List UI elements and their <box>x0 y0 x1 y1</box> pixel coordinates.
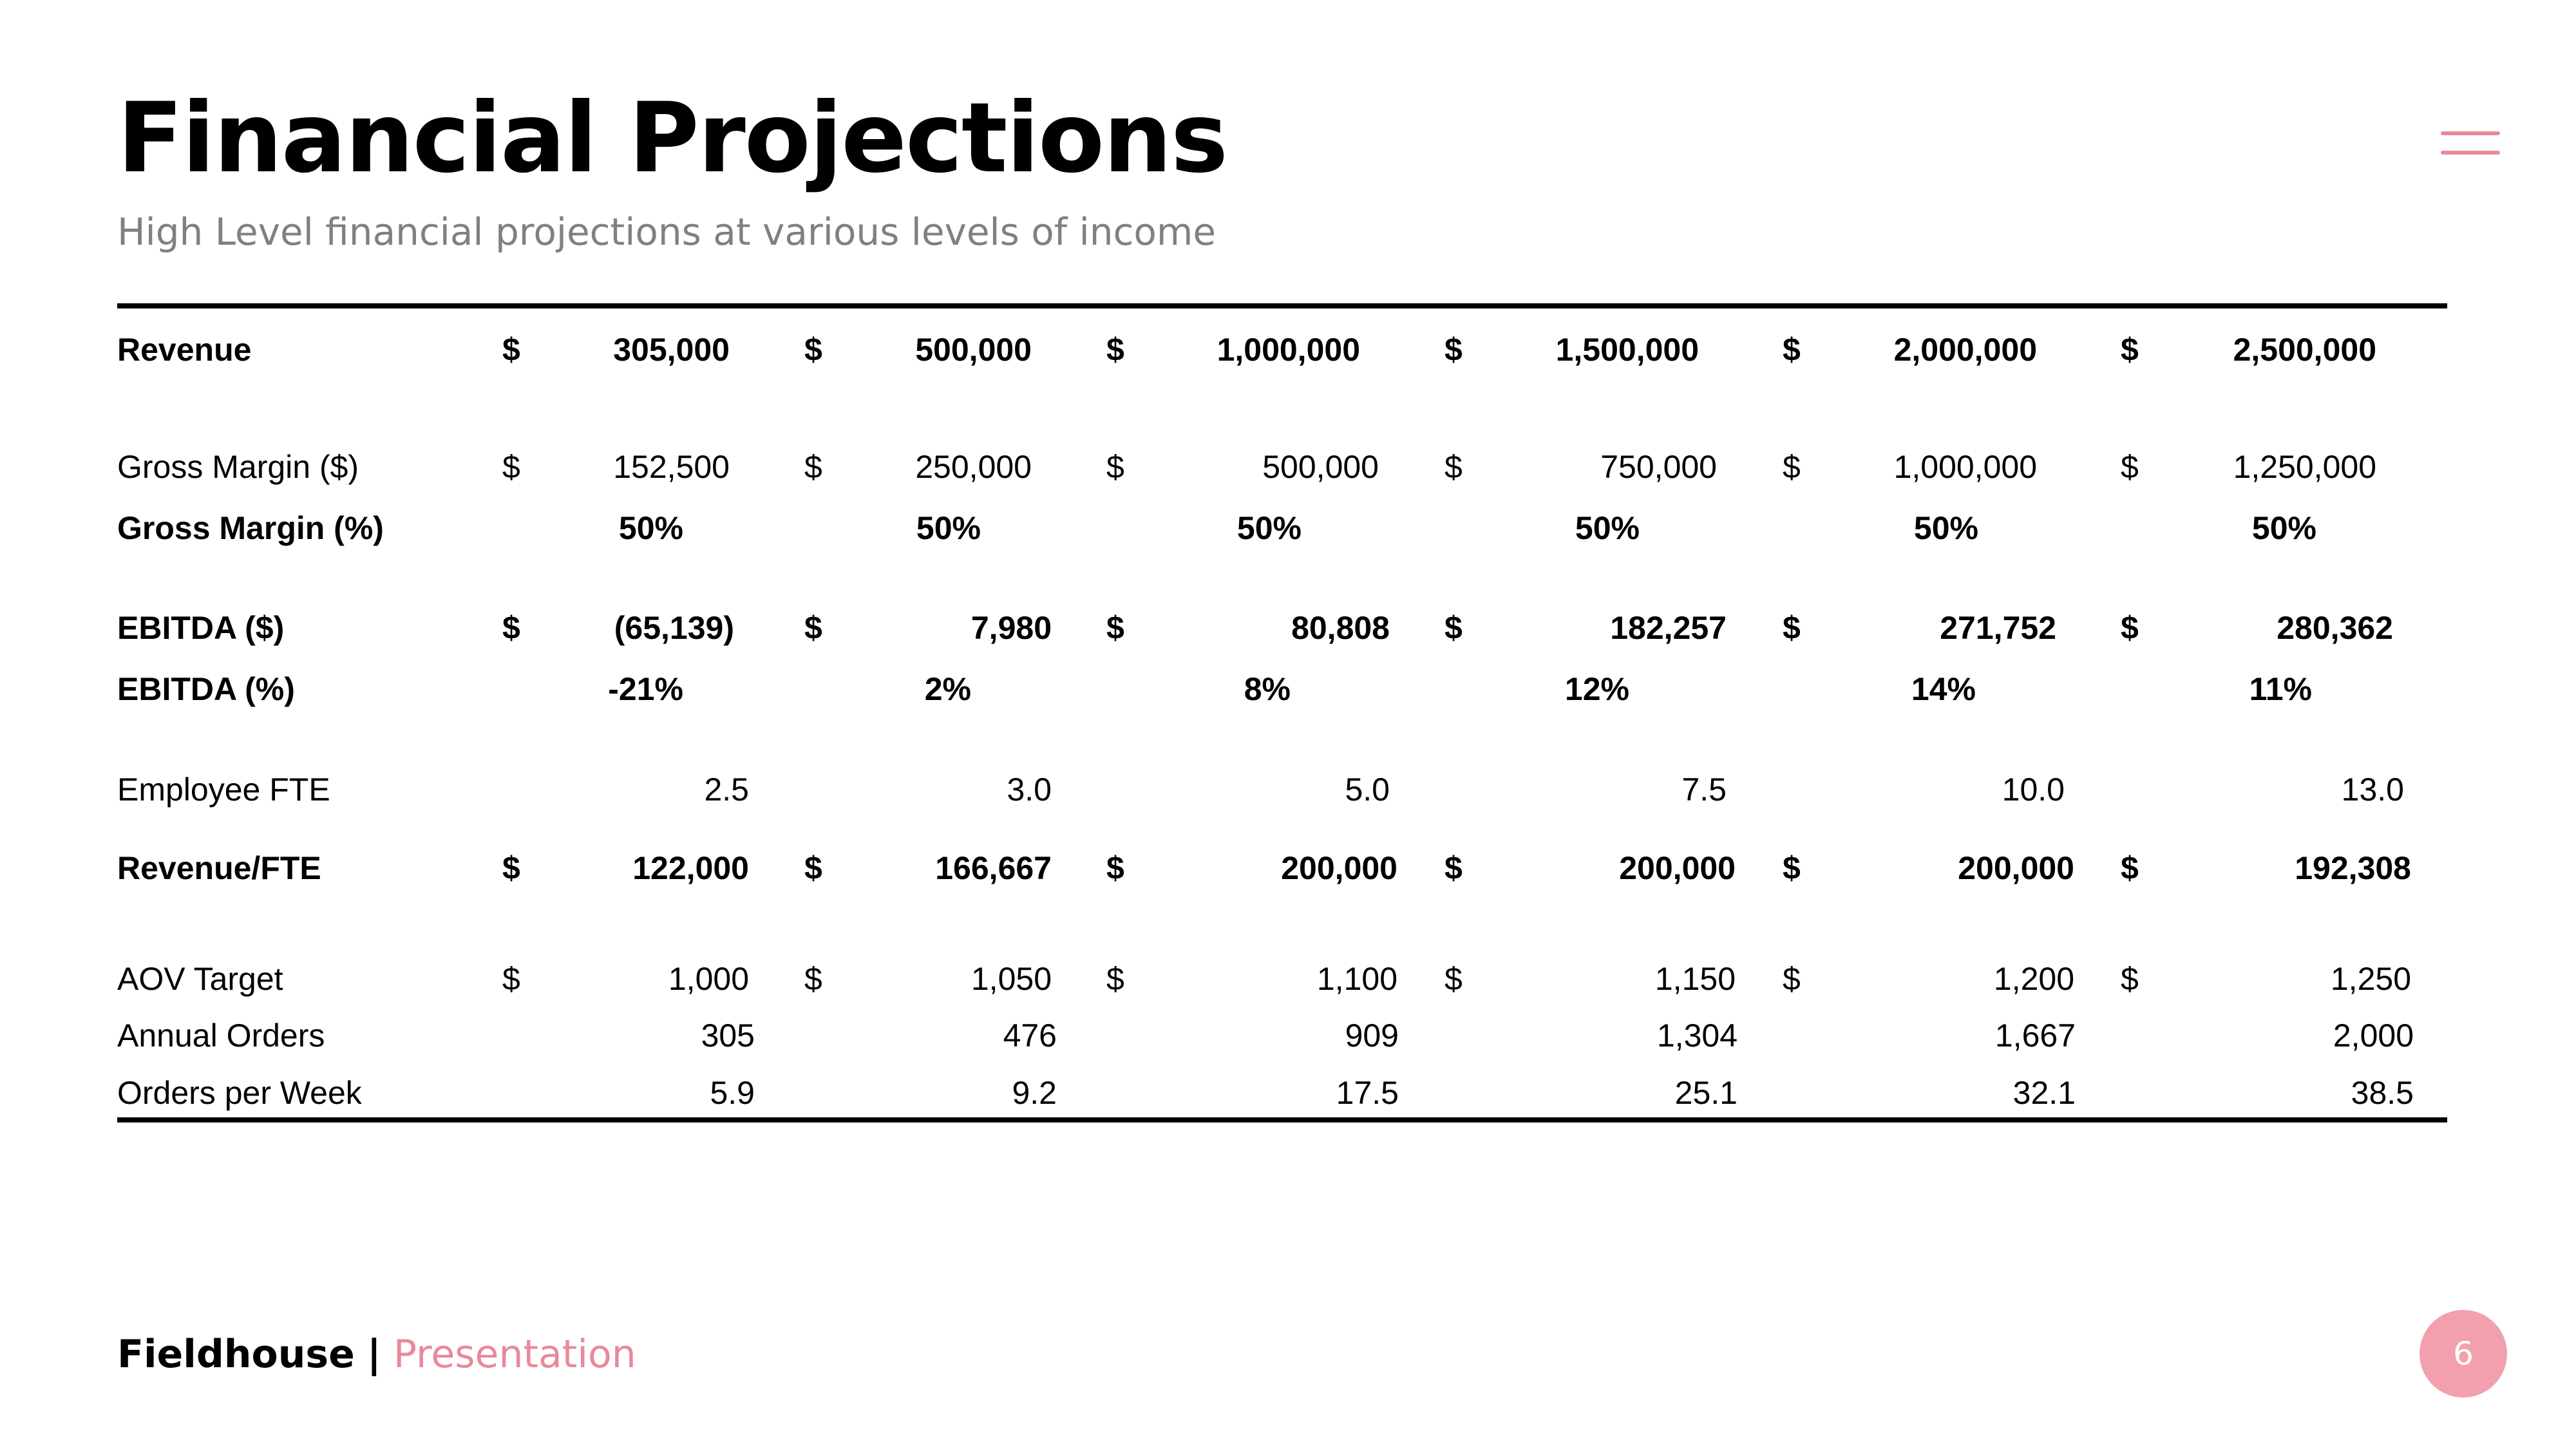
table-cell: 1,250 <box>2330 961 2411 997</box>
row-label: Orders per Week <box>117 1075 362 1111</box>
row-label: EBITDA ($) <box>117 610 285 646</box>
currency-symbol: $ <box>1106 332 1124 368</box>
table-cell: 200,000 <box>1619 850 1736 886</box>
table-cell: 476 <box>1003 1018 1057 1054</box>
table-cell: 1,667 <box>1994 1018 2076 1054</box>
currency-symbol: $ <box>804 961 822 997</box>
table-cell: 152,500 <box>613 449 730 485</box>
currency-symbol: $ <box>502 332 520 368</box>
table-cell: 9.2 <box>1012 1075 1057 1111</box>
table-top-rule <box>117 303 2447 308</box>
table-cell: 50% <box>2251 510 2316 546</box>
hamburger-menu-icon[interactable] <box>2441 126 2500 160</box>
currency-symbol: $ <box>1783 850 1801 886</box>
table-cell: 305 <box>701 1018 755 1054</box>
footer-brand <box>117 1329 636 1380</box>
currency-symbol: $ <box>502 850 520 886</box>
table-cell: 2,000 <box>2333 1018 2414 1054</box>
row-label: Employee FTE <box>117 772 330 808</box>
currency-symbol: $ <box>502 961 520 997</box>
table-cell: 500,000 <box>915 332 1032 368</box>
table-cell: 7.5 <box>1681 772 1727 808</box>
table-cell: 182,257 <box>1610 610 1727 646</box>
table-cell: 1,100 <box>1316 961 1397 997</box>
row-label: Annual Orders <box>117 1018 325 1054</box>
row-label: Gross Margin ($) <box>117 449 359 485</box>
table-cell: 200,000 <box>1958 850 2074 886</box>
currency-symbol: $ <box>804 610 822 646</box>
table-cell: 271,752 <box>1940 610 2056 646</box>
table-cell: 1,050 <box>971 961 1052 997</box>
slide-subtitle: High Level financial projections at various levels of income <box>117 210 1217 254</box>
table-cell: 1,304 <box>1656 1018 1738 1054</box>
table-cell: 14% <box>1911 671 1976 707</box>
currency-symbol: $ <box>1783 449 1801 485</box>
table-cell: 3.0 <box>1007 772 1052 808</box>
table-cell: 1,000,000 <box>1217 332 1360 368</box>
currency-symbol: $ <box>2121 449 2139 485</box>
currency-symbol: $ <box>804 850 822 886</box>
row-label: AOV Target <box>117 961 283 997</box>
currency-symbol: $ <box>1106 610 1124 646</box>
currency-symbol: $ <box>804 332 822 368</box>
table-cell: 38.5 <box>2351 1075 2414 1111</box>
currency-symbol: $ <box>2121 850 2139 886</box>
table-cell: 5.0 <box>1345 772 1390 808</box>
table-cell: 25.1 <box>1674 1075 1738 1111</box>
table-cell: 2,500,000 <box>2233 332 2376 368</box>
row-label: Revenue <box>117 332 252 368</box>
brand-kind: Presentation <box>393 1332 636 1377</box>
currency-symbol: $ <box>2121 961 2139 997</box>
table-cell: 200,000 <box>1281 850 1397 886</box>
menu-line <box>2441 151 2500 155</box>
currency-symbol: $ <box>1444 850 1463 886</box>
table-cell: 50% <box>1575 510 1640 546</box>
table-cell: 8% <box>1244 671 1291 707</box>
table-cell: 50% <box>1236 510 1302 546</box>
table-cell: 10.0 <box>2002 772 2065 808</box>
table-bottom-rule <box>117 1117 2447 1122</box>
table-cell: (65,139) <box>614 610 734 646</box>
table-cell: 80,808 <box>1291 610 1390 646</box>
table-cell: 17.5 <box>1336 1075 1399 1111</box>
currency-symbol: $ <box>2121 610 2139 646</box>
table-cell: 750,000 <box>1600 449 1717 485</box>
table-cell: 50% <box>916 510 981 546</box>
table-cell: 12% <box>1564 671 1629 707</box>
table-cell: 5.9 <box>710 1075 755 1111</box>
currency-symbol: $ <box>502 449 520 485</box>
currency-symbol: $ <box>2121 332 2139 368</box>
table-cell: 1,250,000 <box>2233 449 2376 485</box>
table-cell: -21% <box>608 671 683 707</box>
table-cell: 2% <box>924 671 971 707</box>
table-cell: 11% <box>2249 671 2312 707</box>
currency-symbol: $ <box>804 449 822 485</box>
currency-symbol: $ <box>1444 610 1463 646</box>
row-label: EBITDA (%) <box>117 671 295 707</box>
brand-name: Fieldhouse <box>117 1332 355 1377</box>
table-cell: 1,500,000 <box>1555 332 1699 368</box>
row-label: Gross Margin (%) <box>117 510 384 546</box>
row-label: Revenue/FTE <box>117 850 321 886</box>
page-number-badge: 6 <box>2420 1310 2507 1397</box>
currency-symbol: $ <box>1106 850 1124 886</box>
table-cell: 500,000 <box>1262 449 1379 485</box>
table-cell: 13.0 <box>2341 772 2404 808</box>
table-cell: 122,000 <box>632 850 749 886</box>
table-cell: 32.1 <box>2012 1075 2076 1111</box>
table-cell: 909 <box>1345 1018 1399 1054</box>
brand-separator: | <box>366 1332 381 1377</box>
currency-symbol: $ <box>1783 610 1801 646</box>
currency-symbol: $ <box>1106 961 1124 997</box>
currency-symbol: $ <box>502 610 520 646</box>
table-cell: 250,000 <box>915 449 1032 485</box>
table-cell: 1,000 <box>668 961 749 997</box>
currency-symbol: $ <box>1783 961 1801 997</box>
slide-title: Financial Projections <box>117 82 1227 194</box>
table-cell: 280,362 <box>2277 610 2393 646</box>
currency-symbol: $ <box>1783 332 1801 368</box>
table-cell: 2,000,000 <box>1893 332 2037 368</box>
table-cell: 1,000,000 <box>1893 449 2037 485</box>
menu-line <box>2441 131 2500 135</box>
table-cell: 2.5 <box>704 772 749 808</box>
table-cell: 7,980 <box>971 610 1052 646</box>
table-cell: 305,000 <box>613 332 730 368</box>
currency-symbol: $ <box>1106 449 1124 485</box>
table-cell: 166,667 <box>935 850 1052 886</box>
table-cell: 1,200 <box>1993 961 2074 997</box>
table-cell: 50% <box>1913 510 1978 546</box>
table-cell: 1,150 <box>1654 961 1736 997</box>
currency-symbol: $ <box>1444 961 1463 997</box>
table-cell: 192,308 <box>2295 850 2411 886</box>
currency-symbol: $ <box>1444 332 1463 368</box>
table-cell: 50% <box>618 510 683 546</box>
currency-symbol: $ <box>1444 449 1463 485</box>
